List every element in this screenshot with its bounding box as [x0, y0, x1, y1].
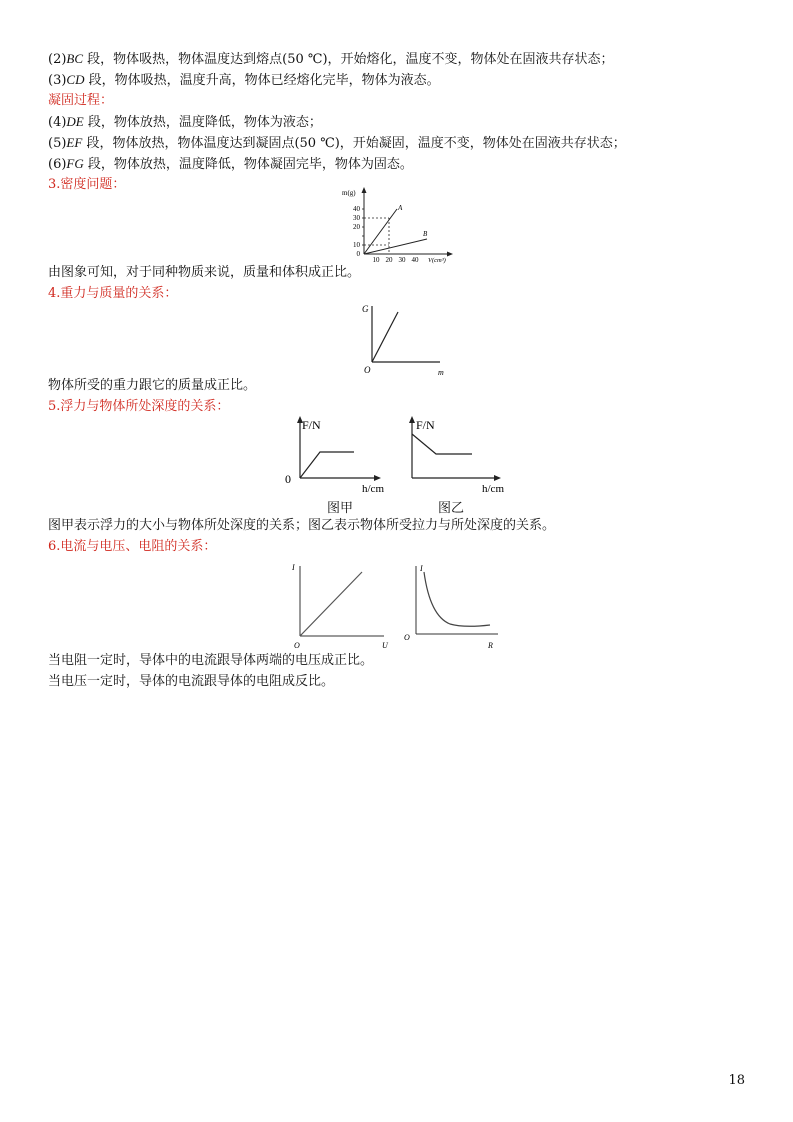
solidify-heading: 凝固过程：: [48, 93, 114, 108]
item-text: 段，物体吸热，物体温度达到熔点(50 ℃)，开始熔化，温度不变，物体处在固液共存状态；: [83, 52, 614, 67]
density-x-tick: 30: [398, 256, 406, 264]
density-y-tick: 10: [353, 241, 360, 249]
ir-x-axis-label: R: [488, 641, 493, 650]
gravity-graph: [356, 298, 448, 380]
density-x-tick: 20: [385, 256, 393, 264]
iu-origin-label: O: [294, 641, 300, 650]
item-prefix: (5): [48, 136, 67, 151]
item-prefix: (3): [48, 73, 67, 88]
density-y-tick: 40: [353, 205, 360, 213]
solidify-ef-line: [48, 134, 626, 153]
current-resistance-graph: [400, 558, 504, 652]
gravity-x-axis-label: m: [438, 368, 444, 377]
melting-cd-line: [48, 71, 440, 90]
melting-bc-line: [48, 50, 614, 69]
iu-x-axis-label: U: [382, 641, 388, 650]
density-conclusion: 由图象可知，对于同种物质来说，质量和体积成正比。: [48, 265, 361, 280]
buoyancy-graph-b: [404, 412, 516, 496]
current-voltage-graph: [288, 556, 394, 652]
line-b-label: B: [423, 230, 428, 238]
line-a-label: A: [398, 204, 403, 212]
density-y-tick: 0: [356, 250, 360, 258]
density-y-tick: 30: [353, 214, 360, 222]
item-text: 段，物体放热，温度降低，物体凝固完毕，物体为固态。: [83, 157, 413, 172]
segment-label: CD: [66, 72, 85, 87]
density-graph: [340, 186, 464, 266]
density-y-tick: 20: [353, 223, 360, 231]
item-prefix: (2): [48, 52, 67, 67]
buoyancy-graph-a: [282, 412, 394, 496]
buoyancy-a-y-axis-label: F/N: [302, 418, 321, 432]
gravity-y-axis-label: G: [362, 304, 369, 314]
figure-caption-a: 图甲: [327, 501, 354, 516]
density-x-tick: 40: [411, 256, 419, 264]
figure-caption-b: 图乙: [438, 501, 465, 516]
solidify-de-line: [48, 113, 322, 132]
buoyancy-a-x-axis-label: h/cm: [362, 483, 384, 495]
segment-label: FG: [66, 156, 84, 171]
segment-label: BC: [66, 51, 84, 66]
density-x-axis-label: V(cm³): [428, 257, 446, 264]
buoyancy-b-y-axis-label: F/N: [416, 418, 435, 432]
current-heading: 6.电流与电压、电阻的关系：: [48, 539, 217, 554]
segment-label: EF: [66, 135, 83, 150]
buoyancy-b-x-axis-label: h/cm: [482, 483, 504, 495]
density-x-tick: 10: [372, 256, 380, 264]
item-prefix: (4): [48, 115, 67, 130]
current-conclusion-resistance: 当电压一定时，导体的电流跟导体的电阻成反比。: [48, 674, 335, 689]
buoyancy-heading: 5.浮力与物体所处深度的关系：: [48, 399, 230, 414]
ir-origin-label: O: [404, 633, 410, 642]
item-text: 段，物体吸热，温度升高，物体已经熔化完毕，物体为液态。: [84, 73, 440, 88]
ir-y-axis-label: I: [420, 564, 423, 573]
buoyancy-conclusion: 图甲表示浮力的大小与物体所处深度的关系；图乙表示物体所受拉力与所处深度的关系。: [48, 518, 556, 533]
item-text: 段，物体放热，物体温度达到凝固点(50 ℃)，开始凝固，温度不变，物体处在固液共存状态；: [82, 136, 626, 151]
buoyancy-a-origin-label: 0: [285, 472, 291, 486]
gravity-origin-label: O: [364, 365, 371, 375]
current-conclusion-voltage: 当电阻一定时，导体中的电流跟导体两端的电压成正比。: [48, 653, 374, 668]
page-number: 18: [728, 1073, 745, 1088]
segment-label: DE: [66, 114, 84, 129]
iu-y-axis-label: I: [292, 563, 295, 572]
density-y-axis-label: m(g): [342, 189, 356, 197]
density-heading: 3.密度问题：: [48, 177, 126, 192]
item-prefix: (6): [48, 157, 67, 172]
gravity-conclusion: 物体所受的重力跟它的质量成正比。: [48, 378, 257, 393]
item-text: 段，物体放热，温度降低，物体为液态；: [83, 115, 322, 130]
gravity-heading: 4.重力与质量的关系：: [48, 286, 178, 301]
solidify-fg-line: [48, 155, 413, 174]
